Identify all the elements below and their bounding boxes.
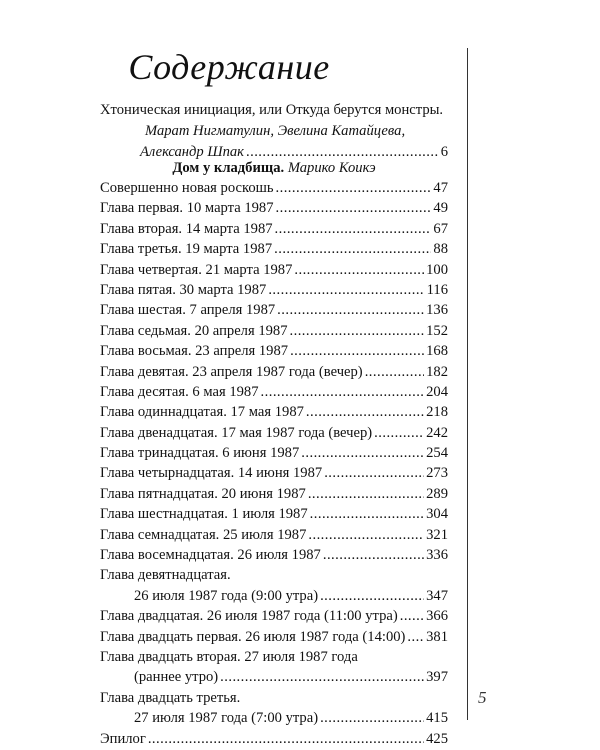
toc-entry-page: 168 [426, 343, 448, 360]
toc-entry-title: Глава четырнадцатая. 14 июня 1987 [100, 465, 323, 482]
toc-entry-page: 289 [426, 485, 448, 502]
toc-entry-title: Глава тринадцатая. 6 июня 1987 [100, 445, 300, 462]
page-title: Содержание [128, 47, 330, 87]
toc-entry-page: 152 [426, 322, 448, 339]
ch23-sub: 27 июля 1987 года (7:00 утра) [134, 710, 319, 727]
leader-dots [275, 219, 432, 239]
page-number: 5 [478, 688, 487, 707]
leader-dots [320, 586, 424, 606]
ch20-page: 366 [426, 608, 448, 625]
toc-entry [100, 504, 448, 524]
toc-entry-title: Глава семнадцатая. 25 июля 1987 [100, 526, 307, 543]
leader-dots [277, 300, 424, 320]
toc-entry-page: 47 [433, 180, 448, 196]
intro-entry [100, 100, 448, 162]
ch19-page: 347 [426, 587, 448, 604]
intro-title: Хтоническая инициация, или Откуда берутся монстры. [100, 102, 444, 118]
toc-entry [100, 525, 448, 545]
toc-entry-title: Глава третья. 19 марта 1987 [100, 241, 273, 258]
leader-dots [407, 627, 424, 647]
leader-dots [310, 504, 424, 524]
ch22-sub: (раннее утро) [134, 669, 219, 686]
intro-authors-line2: Александр Шпак [140, 144, 244, 160]
toc-entry-page: 336 [426, 547, 448, 564]
ch23-title: Глава двадцать третья. [100, 689, 241, 706]
toc-entry [100, 382, 448, 402]
ch21-row [100, 627, 448, 647]
intro-authors-line1: Марат Нигматулин, Эвелина Катайцева, [145, 123, 406, 139]
leader-dots [274, 239, 431, 259]
toc-entry-page: 204 [426, 383, 448, 400]
leader-dots [323, 545, 424, 565]
toc-entry-title: Глава восемнадцатая. 26 июля 1987 [100, 547, 321, 564]
toc-entry-title: Глава пятая. 30 марта 1987 [100, 281, 267, 298]
toc-entry [100, 484, 448, 504]
toc-entry-title: Глава пятнадцатая. 20 июня 1987 [100, 485, 306, 502]
toc-entry [100, 341, 448, 361]
toc-entry-page: 321 [426, 526, 448, 543]
ch19-sub: 26 июля 1987 года (9:00 утра) [134, 587, 319, 604]
epilogue-page: 425 [426, 730, 448, 747]
epilogue-title: Эпилог [100, 730, 146, 747]
toc-entry-title: Глава девятая. 23 апреля 1987 года (вечер) [100, 363, 363, 380]
toc-entry-page: 273 [426, 465, 448, 482]
leader-dots [400, 606, 424, 626]
part-heading [100, 158, 448, 178]
toc-entry [100, 260, 448, 280]
leader-dots [276, 178, 432, 198]
toc-entry [100, 178, 448, 198]
chapter-list [100, 178, 448, 749]
ch19-title: Глава девятнадцатая. [100, 567, 231, 584]
toc-entry-page: 242 [426, 424, 448, 441]
toc-entry-title: Глава шестнадцатая. 1 июля 1987 [100, 506, 308, 523]
leader-dots [374, 423, 424, 443]
toc-entry-page: 67 [433, 220, 448, 237]
toc-entry [100, 321, 448, 341]
toc-entry-page: 88 [433, 241, 448, 258]
toc-entry [100, 423, 448, 443]
leader-dots [290, 341, 424, 361]
toc-entry-page: 254 [426, 445, 448, 462]
margin-rule [467, 48, 468, 720]
leader-dots [294, 260, 424, 280]
toc-entry-title: Совершенно новая роскошь [100, 180, 274, 196]
toc-entry [100, 362, 448, 382]
epilogue-row [100, 729, 448, 749]
toc-entry-title: Глава шестая. 7 апреля 1987 [100, 302, 276, 319]
toc-entry [100, 219, 448, 239]
ch22-row [100, 667, 448, 687]
toc-entry [100, 300, 448, 320]
toc-entry-title: Глава двенадцатая. 17 мая 1987 года (вечер) [100, 424, 373, 441]
toc-entry-page: 116 [426, 281, 448, 298]
toc-entry-page: 304 [426, 506, 448, 523]
leader-dots [276, 198, 432, 218]
ch20-title: Глава двадцатая. 26 июля 1987 года (11:00 утра) [100, 608, 398, 625]
toc-entry [100, 463, 448, 483]
chapter-entries [100, 178, 448, 565]
toc-entry [100, 239, 448, 259]
toc-entry [100, 280, 448, 300]
leader-dots [268, 280, 424, 300]
leader-dots [365, 362, 424, 382]
leader-dots [308, 484, 424, 504]
toc-entry [100, 198, 448, 218]
toc-entry [100, 443, 448, 463]
ch19-row [100, 586, 448, 606]
toc-entry [100, 402, 448, 422]
toc-entry-page: 100 [426, 261, 448, 278]
toc-entry-title: Глава восьмая. 23 апреля 1987 [100, 343, 289, 360]
leader-dots [261, 382, 425, 402]
toc-entry [100, 545, 448, 565]
toc-entry-page: 136 [426, 302, 448, 319]
leader-dots [148, 729, 424, 749]
leader-dots [324, 463, 424, 483]
leader-dots [220, 667, 424, 687]
toc-entry-title: Глава одиннадцатая. 17 мая 1987 [100, 404, 304, 421]
toc-entry-page: 218 [426, 404, 448, 421]
ch21-title: Глава двадцать первая. 26 июля 1987 года (14:00) [100, 628, 406, 645]
toc-entry-title: Глава десятая. 6 мая 1987 [100, 383, 259, 400]
ch20-row [100, 606, 448, 626]
ch22-title: Глава двадцать вторая. 27 июля 1987 года [100, 648, 358, 665]
leader-dots [320, 708, 424, 728]
part-title: Дом у кладбища. [172, 160, 285, 176]
toc-entry-page: 49 [433, 200, 448, 217]
leader-dots [301, 443, 424, 463]
leader-dots [290, 321, 425, 341]
ch23-row [100, 708, 448, 728]
ch23-page: 415 [426, 710, 448, 727]
toc-entry-page: 182 [426, 363, 448, 380]
leader-dots [308, 525, 424, 545]
part-author: Марико Коикэ [287, 160, 376, 176]
ch22-page: 397 [426, 669, 448, 686]
intro-page: 6 [440, 144, 448, 160]
toc-entry-title: Глава четвертая. 21 марта 1987 [100, 261, 293, 278]
leader-dots [306, 402, 424, 422]
toc-entry-title: Глава первая. 10 марта 1987 [100, 200, 274, 217]
ch21-page: 381 [426, 628, 448, 645]
toc-entry-title: Глава седьмая. 20 апреля 1987 [100, 322, 288, 339]
toc-entry-title: Глава вторая. 14 марта 1987 [100, 220, 273, 237]
